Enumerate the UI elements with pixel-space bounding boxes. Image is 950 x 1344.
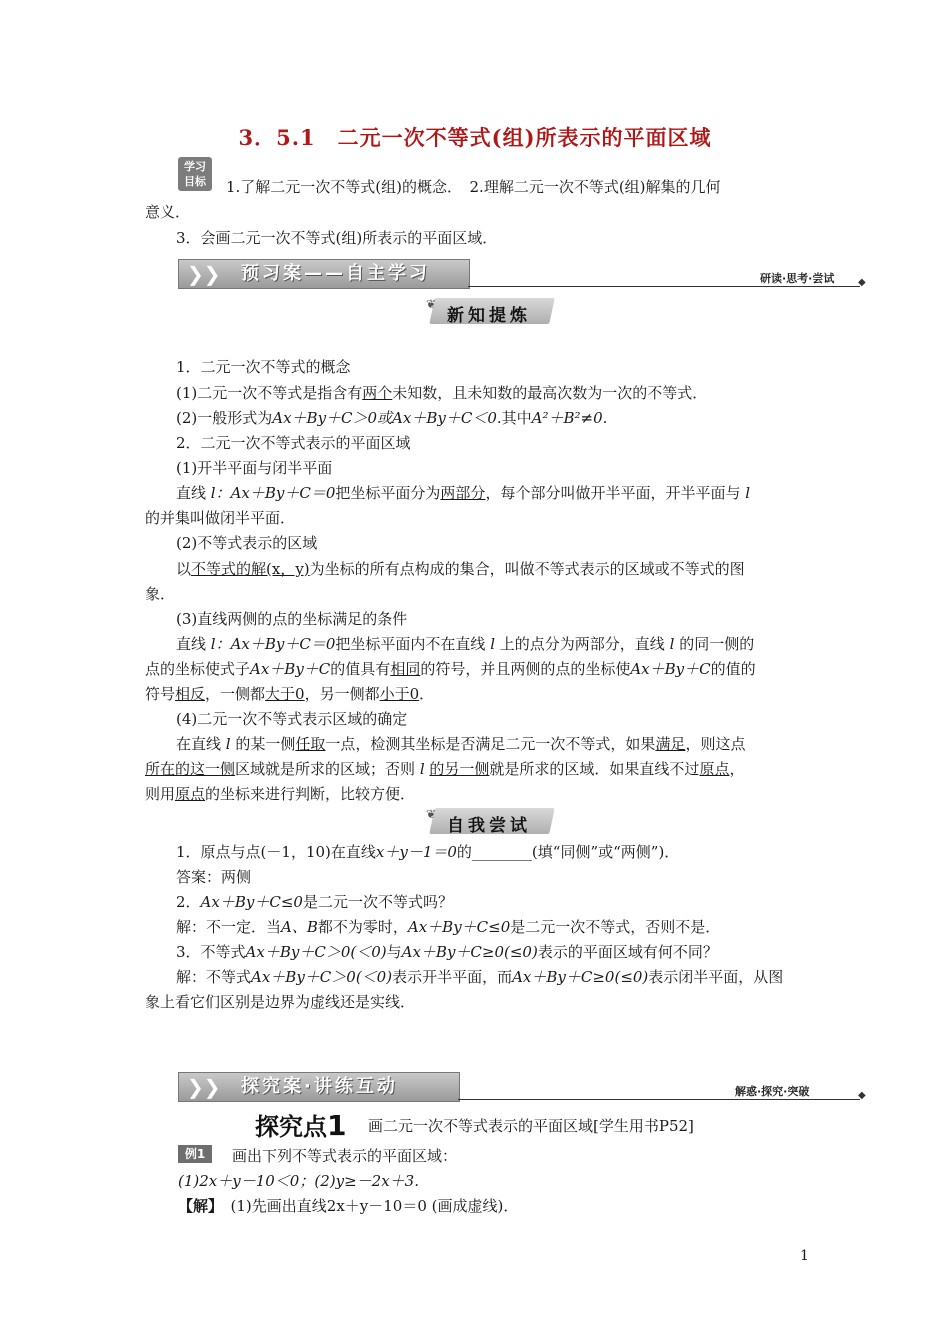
explore-banner-label: 探究案·讲练互动 xyxy=(241,1076,398,1097)
try-a1: 答案：两侧 xyxy=(176,868,252,886)
k-s4: (4)二元一次不等式表示区域的确定 xyxy=(176,710,408,728)
k-s3p3: 符号相反，一侧都大于0，另一侧都小于0． xyxy=(145,685,435,703)
k-s3: (3)直线两侧的点的坐标满足的条件 xyxy=(176,610,408,628)
banner1-right-tag: 研读·思考·尝试 xyxy=(760,272,835,285)
example-items: (1)2x＋y－10＜0；(2)y≥－2x＋3. xyxy=(178,1172,419,1190)
k-s2p1: 以不等式的解(x，y)为坐标的所有点构成的集合，叫做不等式表示的区域或不等式的图 xyxy=(176,560,745,578)
diamond-icon: ◆ xyxy=(858,1090,866,1101)
k-heading1: 1．二元一次不等式的概念 xyxy=(176,358,351,376)
banner2-right-tag: 解惑·探究·突破 xyxy=(735,1085,810,1098)
explore-banner xyxy=(178,1072,460,1102)
self-try-subhead: 自我尝试 xyxy=(447,816,531,836)
page-title: 3．5.1 二元一次不等式(组)所表示的平面区域 xyxy=(238,125,712,150)
k-s3p1: 直线 l：Ax＋By＋C＝0把坐标平面内不在直线 l 上的点分为两部分，直线 l 的同一侧的 xyxy=(176,635,755,653)
k-p2: (2)一般形式为Ax＋By＋C＞0或Ax＋By＋C＜0.其中A²＋B²≠0. xyxy=(176,409,608,427)
k-heading2: 2．二元一次不等式表示的平面区域 xyxy=(176,434,411,452)
preview-banner xyxy=(178,259,470,289)
k-s3p2: 点的坐标使式子Ax＋By＋C的值具有相同的符号，并且两侧的点的坐标使Ax＋By＋C的值的 xyxy=(145,660,756,678)
k-s4p1: 在直线 l 的某一侧任取一点，检测其坐标是否满足二元一次不等式，如果满足，则这点 xyxy=(176,735,746,753)
learning-objectives-badge xyxy=(178,157,212,191)
try-q1: 1．原点与点(－1，10)在直线x＋y－1＝0的________(填“同侧”或“两侧”)． xyxy=(176,843,680,861)
k-s1p2: 的并集叫做闭半平面． xyxy=(145,509,296,527)
new-knowledge-subhead: 新知提炼 xyxy=(447,306,531,326)
chevron-icon: ❯❯ xyxy=(187,1075,221,1099)
try-a3: 解：不等式Ax＋By＋C＞0(＜0)表示开半平面，而Ax＋By＋C≥0(≤0)表示闭半平面，从图 xyxy=(176,968,784,986)
try-a3-cont: 象上看它们区别是边界为虚线还是实线． xyxy=(145,993,416,1011)
banner1-rule xyxy=(468,286,860,287)
try-a2: 解：不一定．当A、B都不为零时，Ax＋By＋C≤0是二元一次不等式，否则不是． xyxy=(176,918,721,936)
diamond-icon: ◆ xyxy=(858,277,866,288)
k-s1p1: 直线 l：Ax＋By＋C＝0把坐标平面分为两部分，每个部分叫做开半平面，开半平面与 l xyxy=(176,484,751,502)
badge-line2: 目标 xyxy=(184,175,206,188)
try-q3: 3．不等式Ax＋By＋C＞0(＜0)与Ax＋By＋C≥0(≤0)表示的平面区域有何不同？ xyxy=(176,943,718,961)
leaf-icon: ❦ xyxy=(426,807,437,821)
example-prompt: 画出下列不等式表示的平面区域： xyxy=(232,1147,458,1165)
preview-banner-label: 预习案——自主学习 xyxy=(241,263,430,284)
k-s2p2: 象． xyxy=(145,585,176,603)
example-badge: 例1 xyxy=(178,1145,212,1163)
try-q2: 2．Ax＋By＋C≤0是二元一次不等式吗？ xyxy=(176,893,453,911)
k-s4p3: 则用原点的坐标来进行判断，比较方便． xyxy=(145,785,416,803)
k-s4p2: 所在的这一侧区域就是所求的区域；否则 l 的另一侧就是所求的区域．如果直线不过原点， xyxy=(145,760,745,778)
leaf-icon: ❦ xyxy=(426,297,437,311)
explore-point-heading: 探究点1 xyxy=(255,1109,347,1142)
objective-line3: 3．会画二元一次不等式(组)所表示的平面区域． xyxy=(176,229,498,247)
objective-line1: 1.了解二元一次不等式(组)的概念． 2.理解二元一次不等式(组)解集的几何 xyxy=(226,178,721,196)
explore-topic: 画二元一次不等式表示的平面区域[学生用书P52] xyxy=(368,1117,694,1135)
solution-line: 【解】 (1)先画出直线2x＋y－10＝0 (画成虚线)． xyxy=(178,1197,519,1215)
banner2-rule xyxy=(458,1099,860,1100)
chevron-icon: ❯❯ xyxy=(187,262,221,286)
k-p1: (1)二元一次不等式是指含有两个未知数，且未知数的最高次数为一次的不等式． xyxy=(176,384,708,402)
k-s1: (1)开半平面与闭半平面 xyxy=(176,459,333,477)
k-s2: (2)不等式表示的区域 xyxy=(176,534,318,552)
badge-line1: 学习 xyxy=(184,160,206,173)
page-number: 1 xyxy=(800,1248,809,1264)
objective-line2: 意义． xyxy=(145,203,191,221)
